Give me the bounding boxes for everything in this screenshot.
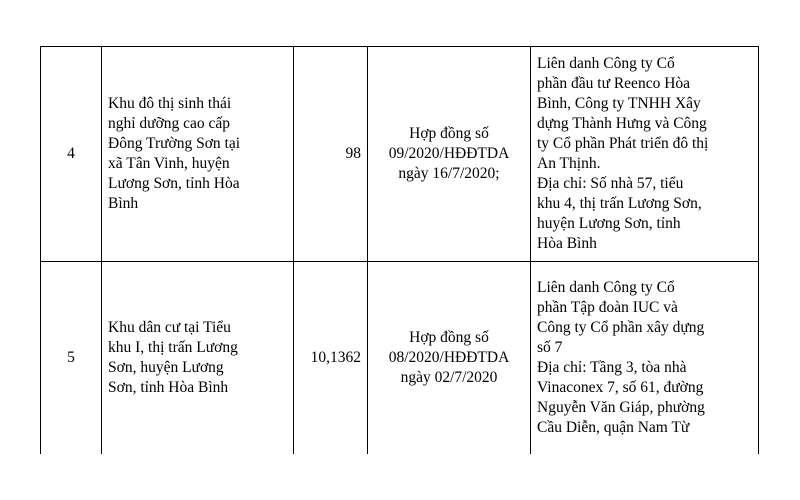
project-table: [40, 46, 759, 454]
area-cell: 98: [294, 47, 368, 262]
table-row: [41, 262, 759, 455]
contract-cell: Hợp đồng số 08/2020/HĐĐTDA ngày 02/7/2020: [368, 262, 531, 455]
project-name-cell: Khu dân cư tại Tiểu khu I, thị trấn Lương Sơn, huyện Lương Sơn, tỉnh Hòa Bình: [102, 262, 294, 455]
investor-cell: Liên danh Công ty Cổ phần đầu tư Reenco Hòa Bình, Công ty TNHH Xây dựng Thành Hưng và Công ty Cổ phần Phát triển đô thị An Thịnh. Địa chỉ: Số nhà 57, tiểu khu 4, thị trấn Lương Sơn, huyện Lương Sơn, tỉnh Hòa Bình: [531, 47, 759, 262]
investor-cell: Liên danh Công ty Cổ phần Tập đoàn IUC và Công ty Cổ phần xây dựng số 7 Địa chỉ: Tầng 3, tòa nhà Vinaconex 7, số 61, đường Nguyễn Văn Giáp, phường Cầu Diễn, quận Nam Từ: [531, 262, 759, 455]
contract-cell: Hợp đồng số 09/2020/HĐĐTDA ngày 16/7/2020;: [368, 47, 531, 262]
area-cell: 10,1362: [294, 262, 368, 455]
table-row: [41, 47, 759, 262]
row-number-cell: 5: [41, 262, 102, 455]
row-number-cell: 4: [41, 47, 102, 262]
project-name-cell: Khu đô thị sinh thái nghỉ dưỡng cao cấp Đông Trường Sơn tại xã Tân Vinh, huyện Lương Sơn, tỉnh Hòa Bình: [102, 47, 294, 262]
